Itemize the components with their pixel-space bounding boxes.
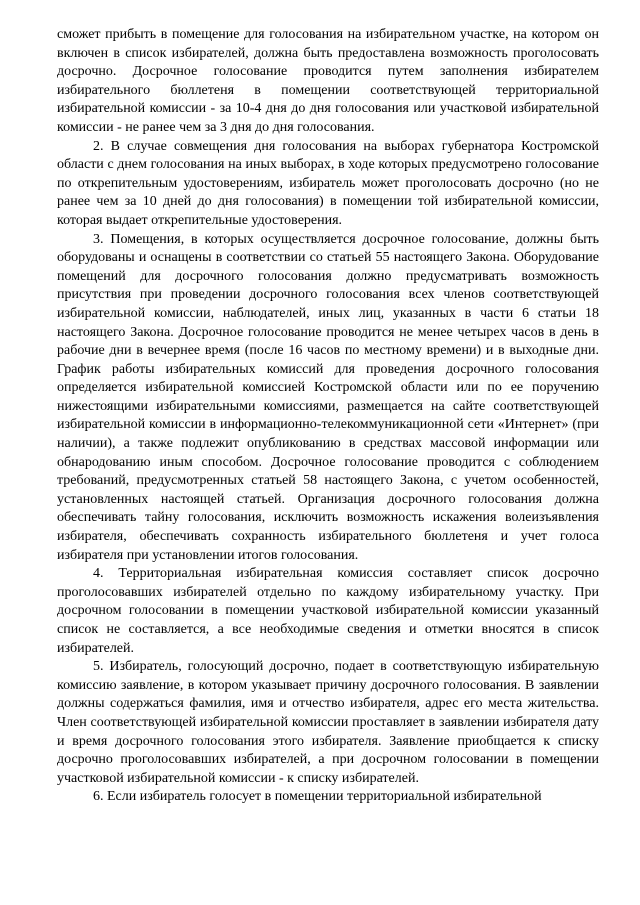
- document-page: [57, 26, 599, 807]
- paragraph-continuation: сможет прибыть в помещение для голосования на избирательном участке, на котором он включен в список избирателей, должна быть предоставлена возможность проголосовать досрочно. Досрочное голосование проводится путем заполнения избирателем избирательного бюллетеня в помещении соответствующей территориальной избирательной комиссии - за 10-4 дня до дня голосования или участковой избирательной комиссии - не ранее чем за 3 дня до дня голосования.: [57, 27, 599, 135]
- paragraph-6: 6. Если избиратель голосует в помещении территориальной избирательной: [93, 789, 542, 805]
- paragraph-5: 5. Избиратель, голосующий досрочно, подает в соответствующую избирательную комиссию заявление, в котором указывает причину досрочного голосования. В заявлении должны содержаться фамилия, имя и отчество избирателя, адрес его места жительства. Член соответствующей избирательной комиссии проставляет в заявлении избирателя дату и время досрочного голосования этого избирателя. Заявление приобщается к списку досрочно проголосовавших избирателей, а при досрочном голосовании в помещении участковой избирательной комиссии - к списку избирателей.: [57, 659, 599, 786]
- paragraph-4: 4. Территориальная избирательная комиссия составляет список досрочно проголосовавших избирателей отдельно по каждому избирательному участку. При досрочном голосовании в помещении участковой избирательной комиссии указанный список не составляется, а все необходимые сведения и отметки вносятся в список избирателей.: [57, 566, 599, 656]
- paragraph-3: 3. Помещения, в которых осуществляется досрочное голосование, должны быть оборудованы и оснащены в соответствии со статьей 55 настоящего Закона. Оборудование помещений для досрочного голосования должно предусматривать возможность присутствия при проведении досрочного голосования всех членов соответствующей избирательной комиссии, наблюдателей, иных лиц, указанных в части 6 статьи 18 настоящего Закона. Досрочное голосование проводится не менее четырех часов в день в рабочие дни в вечернее время (после 16 часов по местному времени) и в выходные дни. График работы избирательных комиссий для проведения досрочного голосования определяется избирательной комиссией Костромской области или по ее поручению нижестоящими избирательными комиссиями, размещается на сайте соответствующей избирательной комиссии в информационно-телекоммуникационной сети «Интернет» (при наличии), а также подлежит опубликованию в средствах массовой информации или обнародованию иным способом. Досрочное голосование проводится с соблюдением требований, предусмотренных статьей 58 настоящего Закона, с учетом особенностей, установленных настоящей статьей. Организация досрочного голосования должна обеспечивать тайну голосования, исключить возможность искажения волеизъявления избирателя, обеспечивать сохранность избирательного бюллетеня и учет голоса избирателя при установлении итогов голосования.: [57, 231, 599, 563]
- paragraph-2: 2. В случае совмещения дня голосования на выборах губернатора Костромской области с днем голосования на иных выборах, в ходе которых предусмотрено голосование по открепительным удостоверениям, избиратель может проголосовать досрочно (но не ранее чем за 10 дней до дня голосования) в помещении той избирательной комиссии, которая выдает открепительные удостоверения.: [57, 138, 599, 228]
